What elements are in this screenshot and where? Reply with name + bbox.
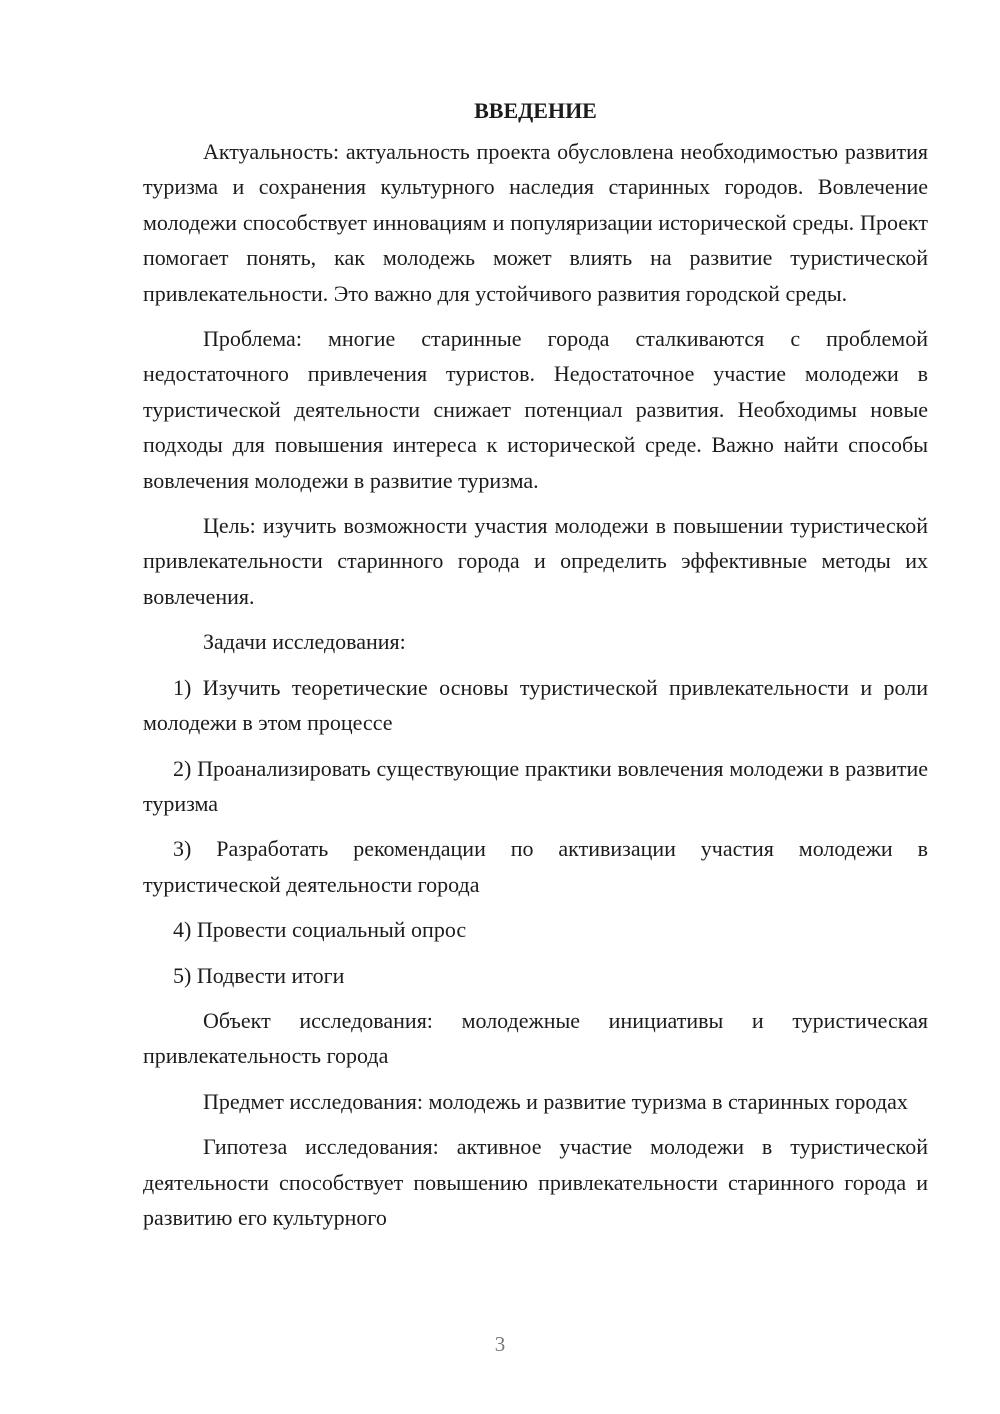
task-item: 3) Разработать рекомендации по активизации участия молодежи в туристической деятельности города [143,836,928,897]
page-number: 3 [494,1332,506,1356]
section-title: ВВЕДЕНИЕ [474,98,597,123]
subject-paragraph: Предмет исследования: молодежь и развитие туризма в старинных городах [203,1088,908,1114]
task-item: 4) Провести социальный опрос [173,917,467,943]
task-item: 1) Изучить теоретические основы туристической привлекательности и роли молодежи в этом процессе [143,674,928,736]
hypothesis-paragraph: Гипотеза исследования: активное участие молодежи в туристической деятельности способствует повышению привлекательности старинного города и развитию его культурного [143,1134,928,1230]
object-paragraph: Объект исследования: молодежные инициативы и туристическая привлекательность города [143,1007,928,1069]
relevance-paragraph: Актуальность: актуальность проекта обусловлена необходимостью развития туризма и сохранения культурного наследия старинных городов. Вовлечение молодежи способствует инновациям и популяризации исторической среды. Проект помогает понять, как молодежь может влиять на развитие туристической привлекательности. Это важно для устойчивого развития городской среды. [143,139,928,306]
problem-paragraph: Проблема: многие старинные города сталкиваются с проблемой недостаточного привлечения туристов. Недостаточное участие молодежи в туристической деятельности снижает потенциал развития. Необходимы новые подходы для повышения интереса к исторической среде. Важно найти способы вовлечения молодежи в развитие туризма. [143,326,928,493]
tasks-heading: Задачи исследования: [203,629,406,655]
goal-paragraph: Цель: изучить возможности участия молодежи в повышении туристической привлекательности старинного города и определить эффективные методы их вовлечения. [143,513,928,609]
task-item: 2) Проанализировать существующие практики вовлечения молодежи в развитие туризма [143,755,928,816]
document-page [143,93,928,1235]
task-item: 5) Подвести итоги [173,962,345,988]
